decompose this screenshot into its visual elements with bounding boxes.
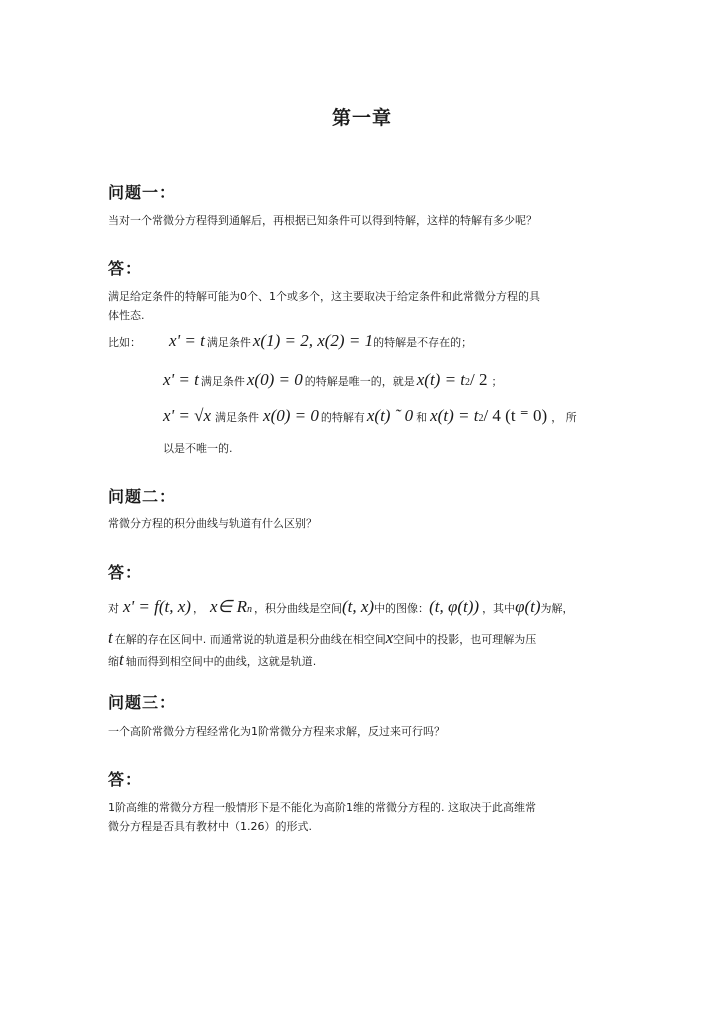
question-1-text: 当对一个常微分方程得到通解后，再根据已知条件可以得到特解，这样的特解有多少呢？ (108, 214, 537, 227)
answer-2-var-x: x (385, 628, 394, 647)
answer-2-text-2: ， (192, 602, 204, 615)
example-2-condition: x(0) = 0 (246, 370, 303, 389)
example-3-text-1: 满足条件 (215, 411, 260, 424)
answer-2-phi: φ(t) (515, 597, 541, 616)
example-1 (108, 331, 472, 351)
answer-2-set: x∈ R (209, 597, 247, 616)
answer-2-space: (t, x) (341, 597, 375, 616)
answer-3-heading: 答： (108, 770, 143, 789)
answer-3-line-1: 1阶高维的常微分方程一般情形下是不能化为高阶1维的常微分方程的. 这取决于此高维常 (108, 801, 536, 814)
answer-2-var-t: t (108, 628, 113, 647)
example-3-solution-2-tail: / 4 (t ⁼ 0) (483, 406, 548, 425)
answer-2-line-3-text-1: 缩 (108, 655, 119, 668)
answer-2-line-3-var-t: t (119, 650, 124, 669)
answer-2-line-3 (108, 650, 316, 670)
example-2-equation: x' = t (163, 370, 199, 389)
question-3-text: 一个高阶常微分方程经常化为1阶常微分方程来求解，反过来可行吗？ (108, 725, 445, 738)
example-1-equation: x' = t (169, 331, 205, 350)
question-3-heading: 问题三： (108, 693, 177, 712)
answer-2-line-2-text-1: 在解的存在区间中. 而通常说的轨道是积分曲线在相空间 (114, 633, 386, 646)
example-2-solution: x(t) = t (416, 370, 466, 389)
example-3-equation: x' = √x (163, 406, 212, 425)
example-3 (163, 406, 577, 426)
example-1-condition: x(1) = 2, x(2) = 1 (252, 331, 374, 350)
answer-1-line-1: 满足给定条件的特解可能为0个、1个或多个，这主要取决于给定条件和此常微分方程的具 (108, 290, 540, 303)
example-3-condition: x(0) = 0 (263, 406, 319, 425)
example-2-text-1: 满足条件 (200, 375, 245, 388)
answer-2-line-1 (108, 597, 574, 617)
example-lead: 比如： (108, 336, 141, 349)
example-2-solution-exponent: 2 (465, 377, 471, 388)
example-2-text-2: 的特解是唯一的，就是 (304, 375, 415, 388)
answer-3-line-2: 微分方程是否具有教材中（1.26）的形式. (108, 820, 312, 833)
answer-2-line-2 (108, 628, 536, 648)
example-1-text-2: 的特解是不存在的； (373, 336, 473, 349)
answer-2-text-3: ，积分曲线是空间 (253, 602, 342, 615)
answer-2-equation: x' = f(t, x) (123, 597, 191, 616)
answer-2-text-6: 为解， (540, 602, 574, 615)
example-3-text-4: ， 所 (551, 411, 577, 424)
example-2-text-3: ； (491, 375, 503, 388)
chapter-title: 第一章 (332, 107, 393, 129)
example-2-solution-tail: / 2 (470, 370, 488, 389)
answer-2-heading: 答： (108, 563, 143, 582)
example-3-text-3: 和 (416, 411, 428, 424)
example-3-solution-2-exponent: 2 (478, 413, 484, 424)
answer-2-set-exponent: n (246, 604, 252, 615)
example-2 (163, 370, 503, 390)
answer-2-text-4: 中的图像： (374, 602, 430, 615)
answer-2-graph: (t, φ(t)) (429, 597, 480, 616)
example-3-solution-2: x(t) = t (430, 406, 479, 425)
answer-2-line-3-text-2: 轴而得到相空间中的曲线，这就是轨道. (125, 655, 317, 668)
question-2-heading: 问题二： (108, 487, 177, 506)
answer-2-line-2-text-2: 空间中的投影，也可理解为压 (393, 633, 537, 646)
answer-2-text-1: 对 (108, 602, 119, 615)
answer-2-text-5: ，其中 (482, 602, 516, 615)
example-3-text-2: 的特解有 (320, 411, 365, 424)
example-3-line-2: 以是不唯一的. (163, 442, 233, 455)
question-2-text: 常微分方程的积分曲线与轨道有什么区别？ (108, 517, 317, 530)
example-3-solution-1: x(t) ˜ 0 (366, 406, 414, 425)
question-1-heading: 问题一： (108, 183, 177, 202)
answer-1-line-2: 体性态. (108, 309, 145, 322)
answer-1-heading: 答： (108, 259, 143, 278)
example-1-text-1: 满足条件 (206, 336, 251, 349)
